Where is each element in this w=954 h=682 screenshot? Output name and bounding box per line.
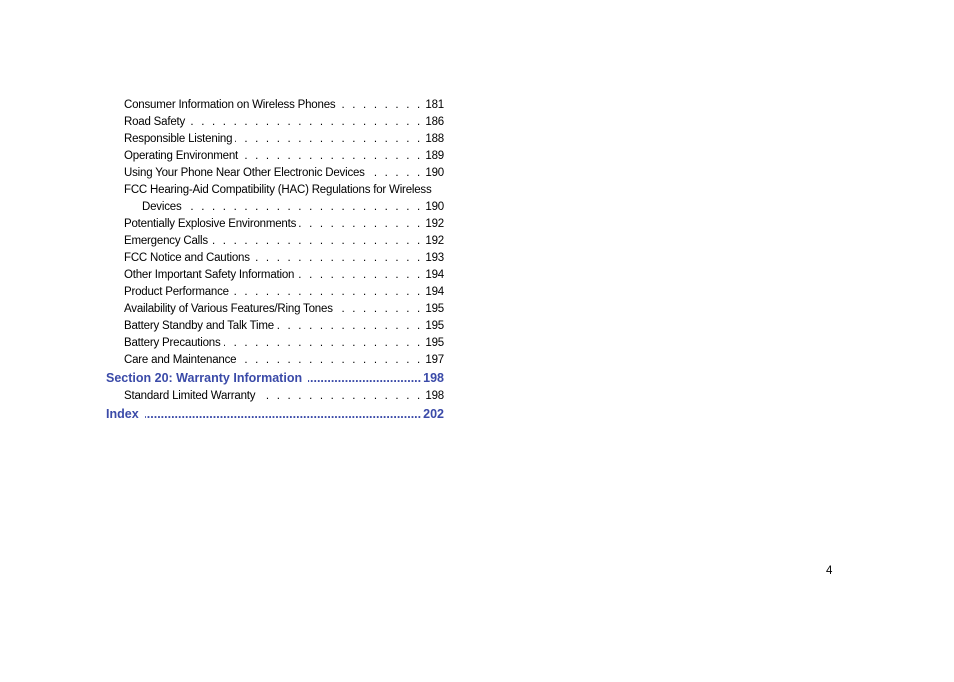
toc-leader-dots [308,369,421,388]
toc-leader-dots [241,148,422,165]
toc-entry[interactable] [106,388,444,405]
toc-entry-page: 194 [425,269,444,281]
toc-entry[interactable] [106,199,444,216]
toc-entry-title: Emergency Calls [124,235,208,247]
toc-leader-dots [297,267,422,284]
toc-leader-dots [224,335,423,352]
toc-entry-page: 192 [425,218,444,230]
toc-entry-title: Operating Environment [124,150,239,162]
toc-entry[interactable] [106,284,444,301]
toc-entry[interactable] [106,97,444,114]
toc-entry-page: 190 [425,167,444,179]
toc-leader-dots [299,216,422,233]
toc-entry[interactable] [106,335,444,352]
toc-section-warranty-information[interactable] [106,369,444,388]
toc-leader-dots [368,165,423,182]
toc-entry-title: Potentially Explosive Environments [124,218,297,230]
toc-entry-title: Road Safety [124,116,186,128]
toc-entry-title: FCC Notice and Cautions [124,252,250,264]
toc-entry[interactable] [106,267,444,284]
toc-leader-dots [188,114,422,131]
toc-entry-title: Battery Standby and Talk Time [124,320,274,332]
toc-entry[interactable] [106,318,444,335]
toc-section-title: Section 20: Warranty Information [106,371,303,385]
toc-entry-page: 194 [425,286,444,298]
toc-section-index[interactable] [106,405,444,424]
toc-entry-page: 198 [425,390,444,402]
toc-leader-dots [253,250,423,267]
toc-entry[interactable] [106,250,444,267]
toc-entry-title: Standard Limited Warranty [124,390,256,402]
toc-entry-title: Consumer Information on Wireless Phones [124,99,336,111]
toc-entry-title: Product Performance [124,286,229,298]
toc-leader-dots [211,233,422,250]
toc-entry[interactable] [106,233,444,250]
toc-entry-page: 188 [425,133,444,145]
toc-leader-dots [145,405,421,424]
toc-entry-page: 189 [425,150,444,162]
toc-entry-page: 197 [425,354,444,366]
toc-entry-title-continued: Devices [142,201,182,213]
toc-section-page: 198 [423,371,444,385]
toc-entry-title: Other Important Safety Information [124,269,295,281]
toc-section-title: Index [106,407,139,421]
toc-section-page: 202 [423,407,444,421]
toc-leader-dots [235,131,422,148]
toc-leader-dots [258,388,422,405]
toc-entry-page: 181 [425,99,444,111]
toc-entry-page: 192 [425,235,444,247]
toc-entry-page: 195 [425,337,444,349]
toc-entry[interactable] [106,216,444,233]
toc-entry[interactable] [106,148,444,165]
toc-entry[interactable] [106,114,444,131]
toc-entry-page: 195 [425,303,444,315]
table-of-contents [106,97,444,424]
toc-entry-title: Using Your Phone Near Other Electronic Devices [124,167,365,179]
toc-entry-page: 193 [425,252,444,264]
toc-entry-page: 190 [425,201,444,213]
toc-entry-title: Responsible Listening [124,133,233,145]
toc-leader-dots [239,352,422,369]
toc-entry-page: 195 [425,320,444,332]
toc-entry-title-wrapped[interactable]: FCC Hearing-Aid Compatibility (HAC) Regulations for Wireless [124,184,432,196]
toc-entry[interactable] [106,301,444,318]
toc-entry[interactable] [106,352,444,369]
page-number: 4 [826,565,833,577]
toc-leader-dots [185,199,423,216]
toc-leader-dots [277,318,422,335]
toc-entry[interactable] [106,165,444,182]
toc-leader-dots [336,301,423,318]
toc-leader-dots [232,284,423,301]
toc-entry-page: 186 [425,116,444,128]
toc-entry[interactable] [106,131,444,148]
toc-entry-title: Availability of Various Features/Ring Tones [124,303,333,315]
toc-entry-title: Care and Maintenance [124,354,237,366]
toc-leader-dots [338,97,422,114]
toc-entry-title: Battery Precautions [124,337,221,349]
